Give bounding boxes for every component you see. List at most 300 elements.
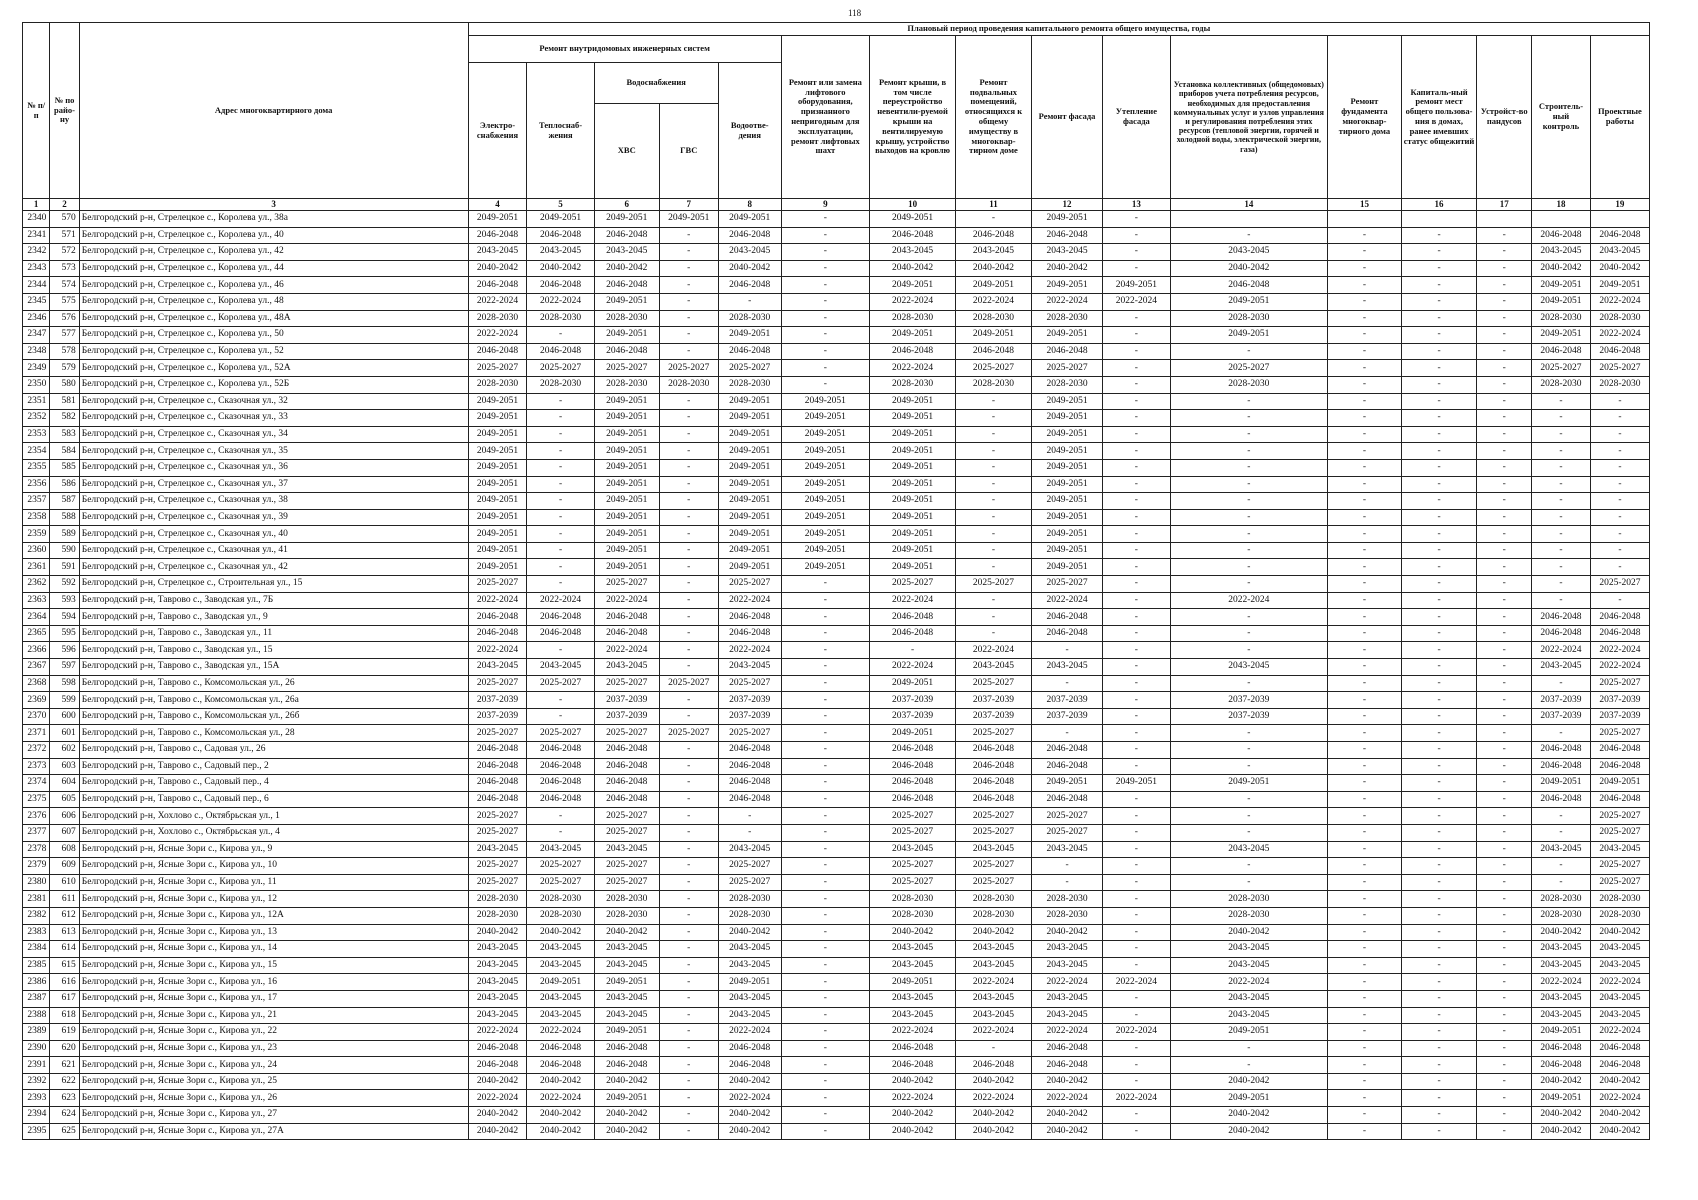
period-cell: -: [1401, 659, 1477, 676]
row-number: 2349: [23, 360, 50, 377]
period-cell: 2043-2045: [1532, 957, 1591, 974]
period-cell: -: [1477, 227, 1532, 244]
period-cell: -: [1328, 675, 1402, 692]
period-cell: 2028-2030: [594, 907, 659, 924]
period-cell: -: [1477, 841, 1532, 858]
period-cell: -: [527, 559, 594, 576]
district-number: 598: [50, 675, 79, 692]
period-cell: 2043-2045: [1170, 1007, 1328, 1024]
table-row: [23, 957, 1650, 974]
period-cell: -: [1328, 310, 1402, 327]
period-cell: 2049-2051: [594, 211, 659, 228]
address-cell: Белгородский р-н, Ясные Зори с., Кирова ул., 16: [79, 974, 468, 991]
period-cell: 2049-2051: [594, 542, 659, 559]
district-number: 599: [50, 692, 79, 709]
period-cell: -: [1170, 559, 1328, 576]
period-cell: -: [659, 1123, 718, 1140]
address-cell: Белгородский р-н, Ясные Зори с., Кирова ул., 13: [79, 924, 468, 941]
period-cell: 2046-2048: [468, 1057, 527, 1074]
period-cell: -: [781, 1040, 869, 1057]
period-cell: 2049-2051: [869, 277, 955, 294]
period-cell: -: [1477, 509, 1532, 526]
period-cell: -: [659, 907, 718, 924]
period-cell: 2025-2027: [527, 675, 594, 692]
period-cell: 2040-2042: [468, 260, 527, 277]
row-number: 2340: [23, 211, 50, 228]
district-number: 620: [50, 1040, 79, 1057]
period-cell: -: [659, 293, 718, 310]
period-cell: -: [527, 443, 594, 460]
table-row: [23, 526, 1650, 543]
period-cell: -: [1401, 642, 1477, 659]
period-cell: -: [956, 592, 1032, 609]
address-cell: Белгородский р-н, Таврово с., Заводская ул., 15А: [79, 659, 468, 676]
header-address: Адрес многоквартирного дома: [79, 23, 468, 199]
period-cell: 2037-2039: [1170, 708, 1328, 725]
period-cell: -: [1031, 858, 1102, 875]
period-cell: -: [1103, 526, 1170, 543]
period-cell: 2040-2042: [527, 1107, 594, 1124]
table-row: [23, 874, 1650, 891]
period-cell: 2025-2027: [468, 725, 527, 742]
period-cell: 2046-2048: [468, 742, 527, 759]
period-cell: -: [781, 858, 869, 875]
period-cell: 2046-2048: [956, 775, 1032, 792]
row-number: 2395: [23, 1123, 50, 1140]
period-cell: -: [718, 824, 781, 841]
period-cell: -: [1103, 858, 1170, 875]
period-cell: 2022-2024: [594, 592, 659, 609]
period-cell: 2043-2045: [869, 1007, 955, 1024]
period-cell: -: [1401, 1007, 1477, 1024]
period-cell: -: [1103, 393, 1170, 410]
period-cell: 2028-2030: [1170, 891, 1328, 908]
period-cell: 2049-2051: [594, 459, 659, 476]
period-cell: -: [1103, 791, 1170, 808]
period-cell: 2049-2051: [468, 410, 527, 427]
row-number: 2344: [23, 277, 50, 294]
period-cell: -: [1401, 924, 1477, 941]
period-cell: -: [659, 1107, 718, 1124]
period-cell: -: [659, 1057, 718, 1074]
period-cell: -: [659, 692, 718, 709]
period-cell: 2025-2027: [468, 675, 527, 692]
period-cell: 2025-2027: [468, 874, 527, 891]
period-cell: 2028-2030: [594, 310, 659, 327]
period-cell: 2025-2027: [468, 858, 527, 875]
period-cell: -: [1170, 609, 1328, 626]
period-cell: 2049-2051: [468, 509, 527, 526]
period-cell: -: [956, 526, 1032, 543]
period-cell: -: [659, 858, 718, 875]
period-cell: -: [1103, 625, 1170, 642]
period-cell: -: [1103, 592, 1170, 609]
period-cell: 2040-2042: [1170, 1073, 1328, 1090]
row-number: 2359: [23, 526, 50, 543]
address-cell: Белгородский р-н, Ясные Зори с., Кирова ул., 14: [79, 941, 468, 958]
period-cell: -: [1401, 293, 1477, 310]
period-cell: 2037-2039: [594, 692, 659, 709]
table-row: [23, 542, 1650, 559]
row-number: 2381: [23, 891, 50, 908]
period-cell: -: [659, 1024, 718, 1041]
row-number: 2380: [23, 874, 50, 891]
period-cell: 2028-2030: [468, 376, 527, 393]
header-roof: Ремонт крыши, в том числе переустройство невентили-руемой крыши на вентилируемую крышу, устройство выходов на кровлю: [869, 36, 955, 199]
period-cell: -: [781, 1123, 869, 1140]
period-cell: 2037-2039: [1031, 692, 1102, 709]
district-number: 624: [50, 1107, 79, 1124]
period-cell: -: [1477, 990, 1532, 1007]
address-cell: Белгородский р-н, Ясные Зори с., Кирова ул., 9: [79, 841, 468, 858]
table-row: [23, 244, 1650, 261]
period-cell: 2046-2048: [468, 277, 527, 294]
district-number: 570: [50, 211, 79, 228]
period-cell: -: [1031, 675, 1102, 692]
period-cell: 2049-2051: [594, 327, 659, 344]
table-row: [23, 642, 1650, 659]
district-number: 576: [50, 310, 79, 327]
period-cell: -: [1328, 957, 1402, 974]
period-cell: 2022-2024: [1590, 1090, 1649, 1107]
period-cell: -: [1477, 1007, 1532, 1024]
column-number: 17: [1477, 199, 1532, 211]
address-cell: Белгородский р-н, Ясные Зори с., Кирова ул., 24: [79, 1057, 468, 1074]
period-cell: -: [1477, 1123, 1532, 1140]
period-cell: 2043-2045: [1170, 941, 1328, 958]
period-cell: 2043-2045: [869, 244, 955, 261]
period-cell: -: [1170, 824, 1328, 841]
period-cell: 2025-2027: [956, 576, 1032, 593]
period-cell: -: [1532, 526, 1591, 543]
period-cell: 2043-2045: [527, 244, 594, 261]
period-cell: 2028-2030: [869, 891, 955, 908]
period-cell: 2043-2045: [1532, 244, 1591, 261]
period-cell: 2043-2045: [1532, 841, 1591, 858]
address-cell: Белгородский р-н, Таврово с., Комсомольская ул., 26б: [79, 708, 468, 725]
period-cell: 2046-2048: [1590, 625, 1649, 642]
row-number: 2357: [23, 493, 50, 510]
table-row: [23, 659, 1650, 676]
period-cell: -: [1401, 957, 1477, 974]
period-cell: 2025-2027: [659, 360, 718, 377]
period-cell: 2049-2051: [1170, 293, 1328, 310]
period-cell: -: [659, 742, 718, 759]
period-cell: 2046-2048: [527, 343, 594, 360]
period-cell: -: [1401, 376, 1477, 393]
period-cell: -: [1103, 1107, 1170, 1124]
period-cell: -: [659, 924, 718, 941]
row-number: 2341: [23, 227, 50, 244]
period-cell: -: [1103, 476, 1170, 493]
district-number: 574: [50, 277, 79, 294]
period-cell: 2028-2030: [956, 891, 1032, 908]
period-cell: -: [659, 459, 718, 476]
table-row: [23, 1107, 1650, 1124]
district-number: 618: [50, 1007, 79, 1024]
period-cell: -: [1328, 659, 1402, 676]
period-cell: -: [1477, 808, 1532, 825]
period-cell: 2043-2045: [956, 957, 1032, 974]
period-cell: 2022-2024: [1590, 327, 1649, 344]
period-cell: -: [1103, 659, 1170, 676]
period-cell: -: [659, 260, 718, 277]
period-cell: 2040-2042: [527, 1073, 594, 1090]
table-row: [23, 891, 1650, 908]
period-cell: 2040-2042: [1031, 924, 1102, 941]
period-cell: 2028-2030: [659, 376, 718, 393]
period-cell: 2040-2042: [468, 1123, 527, 1140]
period-cell: 2022-2024: [956, 1090, 1032, 1107]
period-cell: 2049-2051: [594, 1090, 659, 1107]
period-cell: 2022-2024: [956, 974, 1032, 991]
period-cell: 2025-2027: [527, 725, 594, 742]
period-cell: -: [1477, 924, 1532, 941]
period-cell: -: [527, 708, 594, 725]
period-cell: -: [1103, 874, 1170, 891]
period-cell: -: [1477, 775, 1532, 792]
period-cell: -: [1328, 858, 1402, 875]
period-cell: 2043-2045: [1532, 1007, 1591, 1024]
row-number: 2389: [23, 1024, 50, 1041]
period-cell: 2046-2048: [527, 758, 594, 775]
period-cell: 2028-2030: [1031, 376, 1102, 393]
period-cell: -: [527, 476, 594, 493]
period-cell: 2043-2045: [468, 244, 527, 261]
period-cell: -: [659, 493, 718, 510]
period-cell: 2040-2042: [527, 260, 594, 277]
row-number: 2368: [23, 675, 50, 692]
period-cell: -: [1590, 542, 1649, 559]
period-cell: -: [1477, 260, 1532, 277]
address-cell: Белгородский р-н, Ясные Зори с., Кирова ул., 10: [79, 858, 468, 875]
address-cell: Белгородский р-н, Таврово с., Комсомольская ул., 26: [79, 675, 468, 692]
table-row: [23, 360, 1650, 377]
period-cell: 2046-2048: [869, 791, 955, 808]
period-cell: -: [1170, 858, 1328, 875]
period-cell: -: [1401, 327, 1477, 344]
period-cell: -: [1328, 924, 1402, 941]
period-cell: 2025-2027: [956, 824, 1032, 841]
period-cell: 2046-2048: [869, 609, 955, 626]
row-number: 2391: [23, 1057, 50, 1074]
period-cell: 2049-2051: [869, 675, 955, 692]
period-cell: 2028-2030: [718, 907, 781, 924]
period-cell: 2049-2051: [468, 526, 527, 543]
table-row: [23, 576, 1650, 593]
column-number-row: [23, 199, 1650, 211]
period-cell: 2028-2030: [1532, 376, 1591, 393]
period-cell: -: [781, 874, 869, 891]
period-cell: 2022-2024: [1031, 974, 1102, 991]
period-cell: -: [1103, 211, 1170, 228]
period-cell: -: [1103, 725, 1170, 742]
row-number: 2360: [23, 542, 50, 559]
district-number: 572: [50, 244, 79, 261]
period-cell: -: [659, 1073, 718, 1090]
period-cell: -: [1401, 874, 1477, 891]
period-cell: 2046-2048: [956, 227, 1032, 244]
period-cell: 2025-2027: [594, 725, 659, 742]
period-cell: 2049-2051: [594, 559, 659, 576]
row-number: 2367: [23, 659, 50, 676]
period-cell: -: [1103, 310, 1170, 327]
district-number: 587: [50, 493, 79, 510]
row-number: 2386: [23, 974, 50, 991]
header-meters: Установка коллективных (общедомовых) приборов учета потребления ресурсов, необходимых для предоставления коммунальных услуг и узлов управления и регулирования потребления этих ресурсов (тепловой энергии, горячей и холодной воды, электрической энергии, газа): [1170, 36, 1328, 199]
period-cell: 2022-2024: [956, 642, 1032, 659]
period-cell: -: [781, 725, 869, 742]
period-cell: -: [781, 592, 869, 609]
district-number: 607: [50, 824, 79, 841]
period-cell: 2046-2048: [1170, 277, 1328, 294]
period-cell: -: [659, 526, 718, 543]
period-cell: -: [1477, 493, 1532, 510]
period-cell: -: [1328, 260, 1402, 277]
period-cell: -: [1103, 244, 1170, 261]
period-cell: -: [1477, 410, 1532, 427]
period-cell: 2028-2030: [527, 310, 594, 327]
period-cell: 2025-2027: [1170, 360, 1328, 377]
period-cell: -: [1103, 1057, 1170, 1074]
table-row: [23, 625, 1650, 642]
period-cell: -: [1170, 526, 1328, 543]
period-cell: 2043-2045: [1170, 244, 1328, 261]
period-cell: -: [1170, 493, 1328, 510]
period-cell: 2025-2027: [869, 858, 955, 875]
period-cell: -: [1170, 1040, 1328, 1057]
period-cell: -: [1103, 426, 1170, 443]
period-cell: -: [1590, 559, 1649, 576]
period-cell: 2022-2024: [1103, 293, 1170, 310]
period-cell: 2022-2024: [718, 1090, 781, 1107]
period-cell: 2025-2027: [869, 824, 955, 841]
period-cell: 2049-2051: [869, 509, 955, 526]
column-number: 16: [1401, 199, 1477, 211]
row-number: 2361: [23, 559, 50, 576]
column-number: 13: [1103, 199, 1170, 211]
period-cell: -: [1328, 824, 1402, 841]
period-cell: 2043-2045: [594, 957, 659, 974]
period-cell: 2049-2051: [718, 211, 781, 228]
period-cell: 2049-2051: [1031, 459, 1102, 476]
period-cell: 2049-2051: [1031, 426, 1102, 443]
period-cell: -: [1590, 443, 1649, 460]
period-cell: 2049-2051: [1170, 1024, 1328, 1041]
period-cell: -: [781, 1073, 869, 1090]
period-cell: 2046-2048: [1031, 742, 1102, 759]
address-cell: Белгородский р-н, Стрелецкое с., Сказочная ул., 32: [79, 393, 468, 410]
address-cell: Белгородский р-н, Стрелецкое с., Строительная ул., 15: [79, 576, 468, 593]
period-cell: -: [1590, 493, 1649, 510]
table-row: [23, 775, 1650, 792]
period-cell: 2025-2027: [527, 874, 594, 891]
period-cell: -: [1328, 941, 1402, 958]
period-cell: 2049-2051: [468, 493, 527, 510]
period-cell: 2040-2042: [1031, 1107, 1102, 1124]
period-cell: -: [1590, 526, 1649, 543]
period-cell: 2028-2030: [1590, 310, 1649, 327]
period-cell: 2025-2027: [1590, 360, 1649, 377]
period-cell: -: [659, 277, 718, 294]
address-cell: Белгородский р-н, Ясные Зори с., Кирова ул., 15: [79, 957, 468, 974]
district-number: 584: [50, 443, 79, 460]
period-cell: 2046-2048: [718, 277, 781, 294]
row-number: 2363: [23, 592, 50, 609]
address-cell: Белгородский р-н, Хохлово с., Октябрьская ул., 4: [79, 824, 468, 841]
period-cell: 2049-2051: [781, 426, 869, 443]
period-cell: 2049-2051: [869, 559, 955, 576]
period-cell: 2025-2027: [718, 675, 781, 692]
period-cell: 2043-2045: [718, 941, 781, 958]
period-cell: 2046-2048: [468, 343, 527, 360]
table-row: [23, 227, 1650, 244]
period-cell: 2025-2027: [1590, 675, 1649, 692]
period-cell: 2049-2051: [869, 426, 955, 443]
period-cell: -: [781, 824, 869, 841]
period-cell: 2043-2045: [527, 841, 594, 858]
row-number: 2355: [23, 459, 50, 476]
period-cell: 2046-2048: [1590, 1057, 1649, 1074]
table-row: [23, 310, 1650, 327]
address-cell: Белгородский р-н, Стрелецкое с., Сказочная ул., 37: [79, 476, 468, 493]
table-row: [23, 1024, 1650, 1041]
period-cell: 2040-2042: [869, 1073, 955, 1090]
table-row: [23, 277, 1650, 294]
period-cell: 2037-2039: [594, 708, 659, 725]
period-cell: 2049-2051: [1590, 277, 1649, 294]
period-cell: 2025-2027: [956, 874, 1032, 891]
period-cell: -: [1328, 609, 1402, 626]
row-number: 2373: [23, 758, 50, 775]
period-cell: 2028-2030: [718, 891, 781, 908]
period-cell: -: [1532, 509, 1591, 526]
period-cell: 2049-2051: [594, 293, 659, 310]
period-cell: -: [659, 891, 718, 908]
period-cell: 2028-2030: [527, 891, 594, 908]
period-cell: 2022-2024: [1031, 592, 1102, 609]
period-cell: 2049-2051: [718, 542, 781, 559]
period-cell: -: [659, 227, 718, 244]
period-cell: 2028-2030: [956, 376, 1032, 393]
address-cell: Белгородский р-н, Ясные Зори с., Кирова ул., 21: [79, 1007, 468, 1024]
table-header: [23, 23, 1650, 211]
period-cell: -: [1477, 858, 1532, 875]
period-cell: 2040-2042: [1532, 1123, 1591, 1140]
period-cell: -: [1477, 675, 1532, 692]
period-cell: 2022-2024: [869, 659, 955, 676]
period-cell: 2046-2048: [1590, 343, 1649, 360]
period-cell: -: [1328, 907, 1402, 924]
period-cell: 2049-2051: [468, 559, 527, 576]
period-cell: 2025-2027: [1590, 874, 1649, 891]
period-cell: 2046-2048: [527, 1057, 594, 1074]
period-cell: 2043-2045: [468, 841, 527, 858]
period-cell: -: [1401, 1073, 1477, 1090]
period-cell: -: [1532, 874, 1591, 891]
period-cell: 2028-2030: [1532, 907, 1591, 924]
period-cell: -: [527, 459, 594, 476]
period-cell: 2046-2048: [718, 1040, 781, 1057]
period-cell: -: [1401, 907, 1477, 924]
table-row: [23, 293, 1650, 310]
address-cell: Белгородский р-н, Стрелецкое с., Сказочная ул., 36: [79, 459, 468, 476]
period-cell: 2046-2048: [718, 1057, 781, 1074]
period-cell: 2025-2027: [1031, 808, 1102, 825]
period-cell: 2040-2042: [527, 1123, 594, 1140]
period-cell: -: [1328, 410, 1402, 427]
period-cell: 2025-2027: [594, 858, 659, 875]
